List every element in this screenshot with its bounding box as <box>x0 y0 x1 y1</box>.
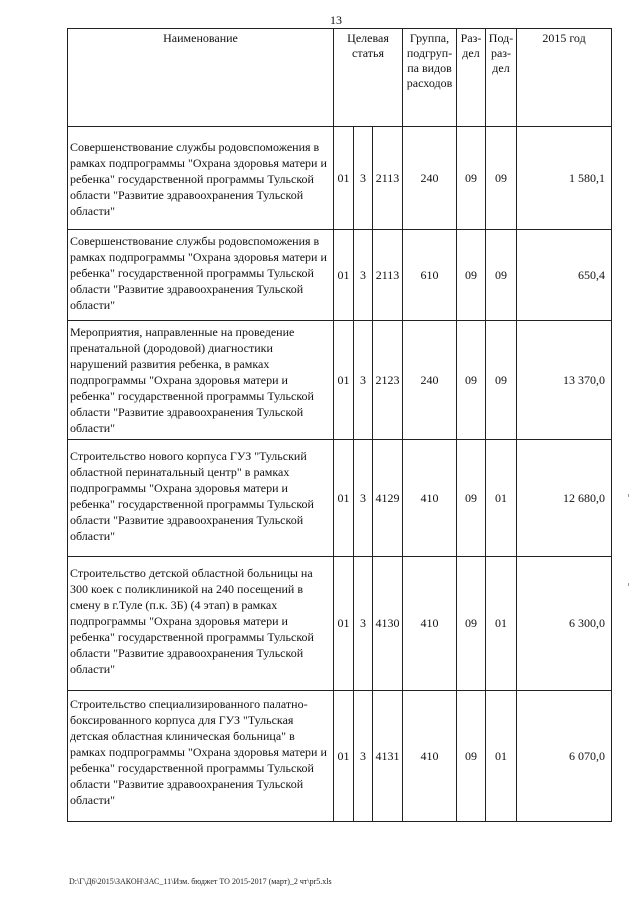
row-amount: 6 300,0 <box>517 557 612 691</box>
row-code2: 3 <box>354 321 373 440</box>
row-amount: 13 370,0 <box>517 321 612 440</box>
row-amount: 12 680,0 <box>517 440 612 557</box>
row-group: 240 <box>403 127 457 230</box>
table-row <box>68 321 612 440</box>
row-name: Совершенствование службы родовспоможения в рамках подпрограммы "Охрана здоровья матери и ребенка" государственной программы Тульской области "Развитие здравоохранения Тульской области" <box>68 127 334 230</box>
row-code3: 2123 <box>373 321 403 440</box>
row-section: 09 <box>457 691 486 822</box>
table-row <box>68 557 612 691</box>
file-path-footer: D:\Г\Д6\2015\ЗАКОН\ЗАС_11\Изм. бюджет ТО 2015-2017 (март)_2 чт\pr5.xls <box>69 877 332 886</box>
row-name: Строительство нового корпуса ГУЗ "Тульский областной перинатальный центр" в рамках подпрограммы "Охрана здоровья матери и ребенка" государственной программы Тульской области "Развитие здравоохранения Тульской области" <box>68 440 334 557</box>
row-amount: 650,4 <box>517 230 612 321</box>
table-header-row <box>68 29 612 127</box>
table-row <box>68 691 612 822</box>
row-section: 09 <box>457 557 486 691</box>
row-code3: 4131 <box>373 691 403 822</box>
table-row <box>68 440 612 557</box>
row-group: 410 <box>403 440 457 557</box>
row-name: Мероприятия, направленные на проведение пренатальной (дородовой) диагностики нарушений развития ребенка, в рамках подпрограммы "Охрана здоровья матери и ребенка" государственной программы Тульской области "Развитие здравоохранения Тульской области" <box>68 321 334 440</box>
row-group: 610 <box>403 230 457 321</box>
row-section: 09 <box>457 321 486 440</box>
header-year: 2015 год <box>517 29 612 127</box>
row-code3: 2113 <box>373 230 403 321</box>
page-number: 13 <box>330 13 342 27</box>
row-subsection: 09 <box>486 127 517 230</box>
header-group: Группа, подгруп-па видов расходов <box>403 29 457 127</box>
row-group: 240 <box>403 321 457 440</box>
table-row <box>68 230 612 321</box>
header-section: Раз-дел <box>457 29 486 127</box>
row-name: Строительство детской областной больницы на 300 коек с поликлиникой на 240 посещений в смену в г.Туле (п.к. 3Б) (4 этап) в рамках подпрограммы "Охрана здоровья матери и ребенка" государственной программы Тульской области "Развитие здравоохранения Тульской области" <box>68 557 334 691</box>
row-amount: 6 070,0 <box>517 691 612 822</box>
row-code1: 01 <box>334 440 354 557</box>
row-section: 09 <box>457 230 486 321</box>
row-subsection: 01 <box>486 557 517 691</box>
row-subsection: 01 <box>486 440 517 557</box>
budget-table <box>67 28 612 822</box>
row-amount: 1 580,1 <box>517 127 612 230</box>
row-name: Строительство специализированного палатно-боксированного корпуса для ГУЗ "Тульская детская областная клиническая больница" в рамках подпрограммы "Охрана здоровья матери и ребенка" государственной программы Тульской области "Развитие здравоохранения Тульской области" <box>68 691 334 822</box>
row-subsection: 09 <box>486 230 517 321</box>
row-code1: 01 <box>334 321 354 440</box>
row-code1: 01 <box>334 557 354 691</box>
row-subsection: 01 <box>486 691 517 822</box>
row-section: 09 <box>457 440 486 557</box>
row-name: Совершенствование службы родовспоможения в рамках подпрограммы "Охрана здоровья матери и ребенка" государственной программы Тульской области "Развитие здравоохранения Тульской области" <box>68 230 334 321</box>
row-code2: 3 <box>354 691 373 822</box>
row-code1: 01 <box>334 230 354 321</box>
row-group: 410 <box>403 557 457 691</box>
row-code1: 01 <box>334 127 354 230</box>
row-code1: 01 <box>334 691 354 822</box>
table-row <box>68 127 612 230</box>
row-code2: 3 <box>354 440 373 557</box>
header-target-article: Целевая статья <box>334 29 403 127</box>
row-code3: 4130 <box>373 557 403 691</box>
row-code2: 3 <box>354 230 373 321</box>
row-subsection: 09 <box>486 321 517 440</box>
header-name: Наименование <box>68 29 334 127</box>
row-group: 410 <box>403 691 457 822</box>
header-subsection: Под-раз-дел <box>486 29 517 127</box>
scan-mark <box>628 583 629 586</box>
row-code3: 4129 <box>373 440 403 557</box>
row-code2: 3 <box>354 127 373 230</box>
row-section: 09 <box>457 127 486 230</box>
row-code3: 2113 <box>373 127 403 230</box>
row-code2: 3 <box>354 557 373 691</box>
scan-mark <box>628 494 629 497</box>
